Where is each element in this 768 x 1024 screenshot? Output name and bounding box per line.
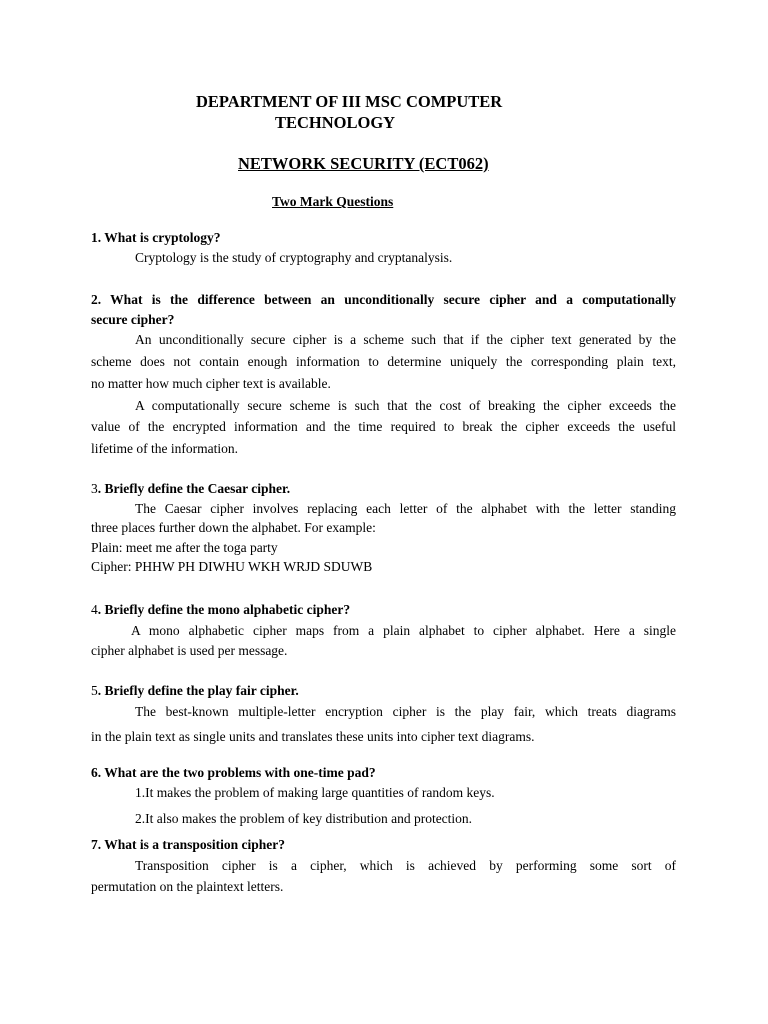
question-5-answer-line2: in the plain text as single units and translates these units into cipher text diagrams. xyxy=(91,729,535,744)
question-3-title-text: . Briefly define the Caesar cipher. xyxy=(97,481,291,496)
question-2-para2-line1: A computationally secure scheme is such that the cost of breaking the cipher exceeds the xyxy=(135,398,676,413)
question-7-title: 7. What is a transposition cipher? xyxy=(91,837,286,852)
question-1-answer: Cryptology is the study of cryptography and cryptanalysis. xyxy=(135,250,453,265)
question-7-answer-line1: Transposition cipher is a cipher, which is achieved by performing some sort of xyxy=(135,858,676,873)
question-3-answer-line1: The Caesar cipher involves replacing each letter of the alphabet with the letter standing xyxy=(135,501,676,516)
question-3-title xyxy=(91,481,290,497)
question-1-title: 1. What is cryptology? xyxy=(91,230,221,245)
question-3-plain-example: Plain: meet me after the toga party xyxy=(91,540,278,555)
question-4-number: 4 xyxy=(91,602,98,617)
question-4-title-text: . Briefly define the mono alphabetic cipher? xyxy=(97,602,351,617)
department-title-line1: DEPARTMENT OF III MSC COMPUTER xyxy=(196,92,503,111)
question-3-number: 3 xyxy=(91,481,98,496)
question-5-title xyxy=(91,683,299,699)
question-5-title-text: . Briefly define the play fair cipher. xyxy=(97,683,299,698)
question-4-answer-line1: A mono alphabetic cipher maps from a plain alphabet to cipher alphabet. Here a single xyxy=(131,623,676,638)
question-4-title xyxy=(91,602,350,618)
course-title: NETWORK SECURITY (ECT062) xyxy=(238,154,489,173)
section-subtitle: Two Mark Questions xyxy=(272,194,394,209)
question-6-item-2: 2.It also makes the problem of key distribution and protection. xyxy=(135,811,473,826)
question-6-item-1: 1.It makes the problem of making large quantities of random keys. xyxy=(135,785,495,800)
question-2-para1-line2: scheme does not contain enough information to determine uniquely the corresponding plain text, xyxy=(91,354,676,369)
question-2-title-line2: secure cipher? xyxy=(91,312,175,327)
question-7-answer-line2: permutation on the plaintext letters. xyxy=(91,879,284,894)
question-3-cipher-example: Cipher: PHHW PH DIWHU WKH WRJD SDUWB xyxy=(91,559,373,574)
question-4-answer-line2: cipher alphabet is used per message. xyxy=(91,643,288,658)
question-2-para1-line1: An unconditionally secure cipher is a scheme such that if the cipher text generated by the xyxy=(135,332,676,347)
question-5-answer-line1: The best-known multiple-letter encryption cipher is the play fair, which treats diagrams xyxy=(135,704,676,719)
question-2-title-line1: 2. What is the difference between an unconditionally secure cipher and a computationally xyxy=(91,292,676,307)
department-title-line2: TECHNOLOGY xyxy=(275,113,396,132)
question-3-answer-line2: three places further down the alphabet. For example: xyxy=(91,520,376,535)
question-2-para2-line2: value of the encrypted information and the time required to break the cipher exceeds the useful xyxy=(91,419,676,434)
question-2-para1-line3: no matter how much cipher text is available. xyxy=(91,376,331,391)
question-6-title: 6. What are the two problems with one-time pad? xyxy=(91,765,376,780)
question-2-para2-line3: lifetime of the information. xyxy=(91,441,238,456)
question-5-number: 5 xyxy=(91,683,98,698)
